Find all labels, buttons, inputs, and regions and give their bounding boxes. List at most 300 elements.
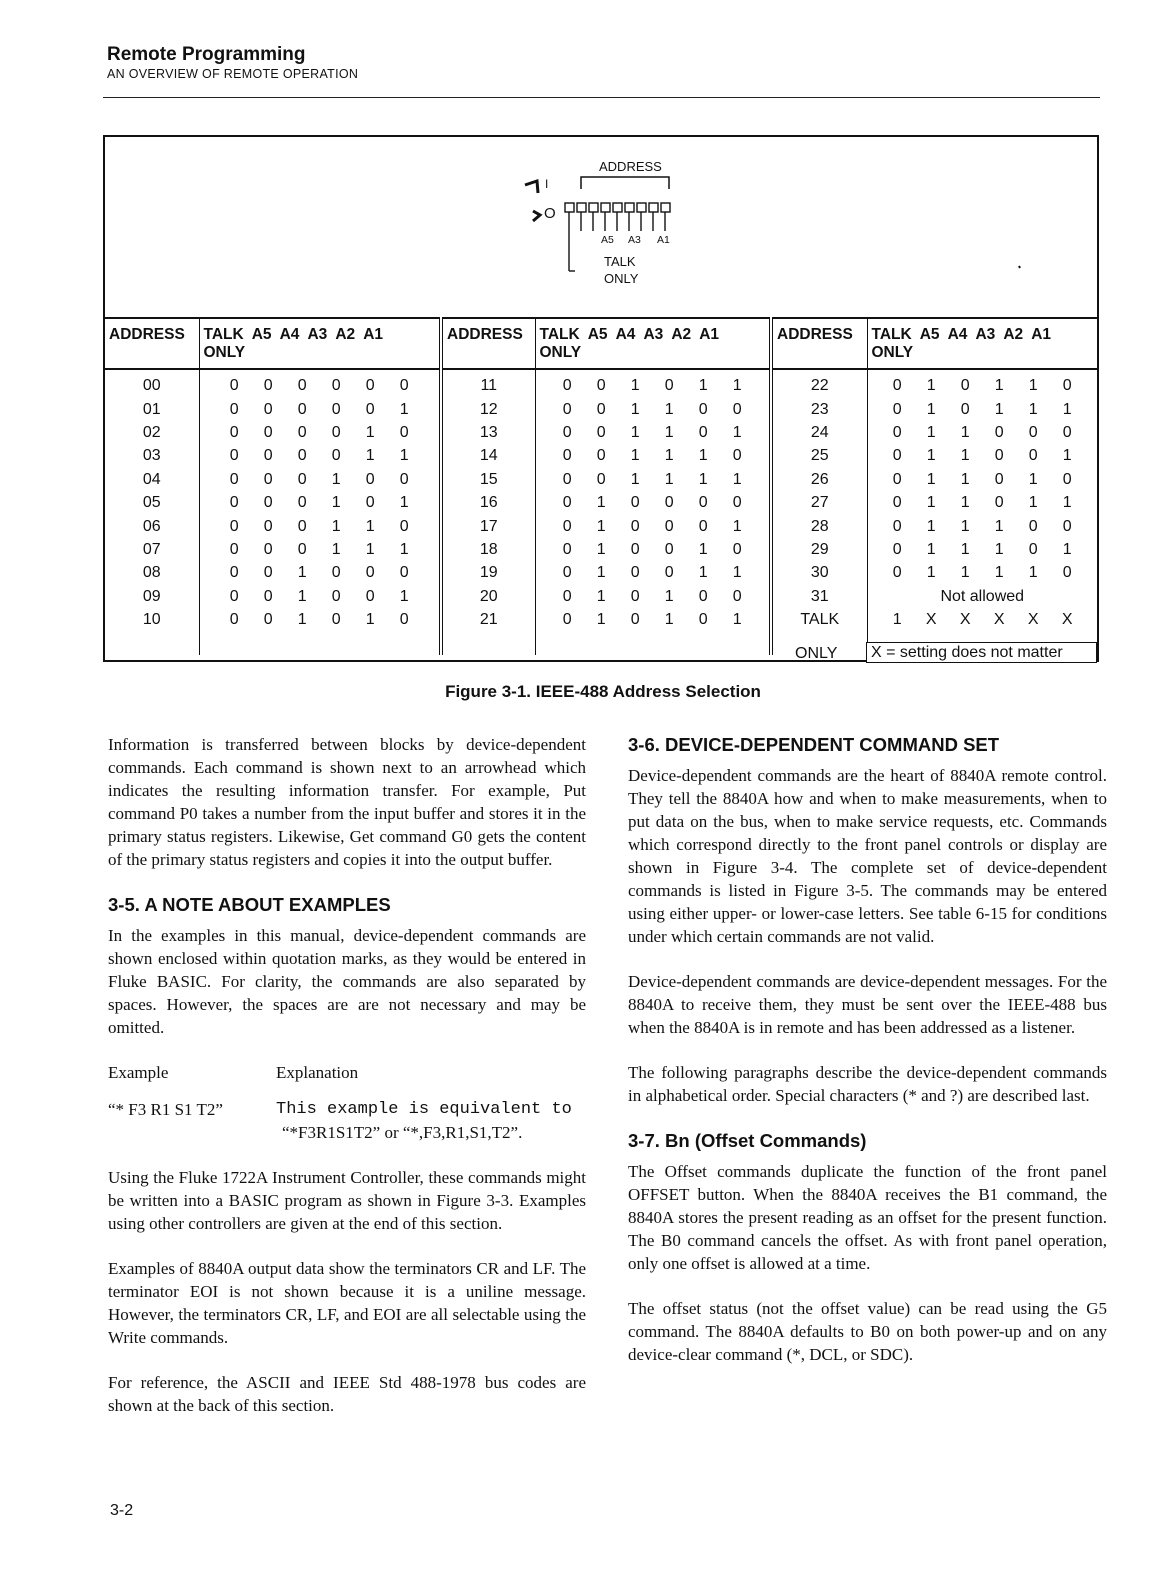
bit-value: 0 [630, 587, 640, 605]
bit-value: 0 [297, 470, 307, 488]
bit-value: 1 [960, 517, 970, 535]
right-edge-mark [1019, 266, 1020, 268]
bit-label-a1: A1 [657, 234, 670, 246]
bit-value: 1 [365, 423, 375, 441]
paragraph: Examples of 8840A output data show the terminators CR and LF. The terminator EOI is not shown because it is a uniline message. However, the terminators CR, LF, and EOI are all selectable using the Write commands. [108, 1259, 586, 1347]
bits-cell [199, 514, 441, 537]
bit-value: 0 [399, 517, 409, 535]
bit-value: 1 [399, 494, 409, 512]
header-talk: TALK [203, 326, 244, 343]
bit-value: 0 [994, 494, 1004, 512]
bit-value: 0 [399, 564, 409, 582]
bit-value: 1 [596, 564, 606, 582]
address-cell: 13 [441, 421, 535, 444]
bit-value: 1 [732, 470, 742, 488]
header-talk: TALK [871, 326, 912, 343]
bit-value: 0 [399, 611, 409, 629]
bit-value: 0 [399, 377, 409, 395]
bits-cell [867, 538, 1097, 561]
paragraph: Using the Fluke 1722A Instrument Controller, these commands might be written into a BASIC program as shown in Figure 3-3. Examples using other controllers are given at the end of this section. [108, 1168, 586, 1233]
bit-value: 0 [596, 447, 606, 465]
bit-value: 0 [664, 564, 674, 582]
table-header-row [105, 318, 1097, 369]
address-cell: 31 [771, 585, 867, 608]
bit-value: 0 [596, 470, 606, 488]
bits-cell [535, 561, 771, 584]
bit-value: 1 [399, 587, 409, 605]
bit-value: 0 [297, 540, 307, 558]
address-cell: 18 [441, 538, 535, 561]
bit-value: 0 [892, 423, 902, 441]
bits-cell [199, 538, 441, 561]
paragraph: Device-dependent commands are the heart of 8840A remote control. They tell the 8840A how and when to make measurements, when to put data on the bus, when to make service requests, etc. Commands which correspond directly to the front panel controls or display are shown in Figure 3-4. The complete set of device-dependent commands is listed in Figure 3-5. The commands may be entered using either upper- or lower-case letters. See table 6-15 for conditions under which certain commands are not valid. [628, 766, 1107, 946]
bit-value: 0 [892, 564, 902, 582]
bits-cell [867, 608, 1097, 631]
address-cell: 05 [105, 491, 199, 514]
bit-value: 0 [562, 377, 572, 395]
bit-value: 1 [926, 470, 936, 488]
bit-value: 1 [630, 400, 640, 418]
empty-cell [535, 631, 771, 654]
example-column-head: Example [108, 1063, 169, 1082]
header-only: ONLY [203, 344, 246, 361]
bit-value: 1 [732, 517, 742, 535]
bit-value: 1 [994, 564, 1004, 582]
bits-cell [867, 514, 1097, 537]
address-cell: 09 [105, 585, 199, 608]
bit-value: 1 [664, 423, 674, 441]
bit-value: 0 [596, 377, 606, 395]
example-explanation-line-2: “*F3R1S1T2” or “*,F3,R1,S1,T2”. [282, 1123, 523, 1142]
bit-value: 0 [297, 423, 307, 441]
heading-3-7: 3-7. Bn (Offset Commands) [628, 1130, 867, 1151]
switch-off-label: O [544, 205, 556, 222]
bit-value: 1 [596, 494, 606, 512]
page-number: 3-2 [110, 1502, 134, 1519]
bit-value: 1 [892, 611, 902, 629]
bit-value: 0 [596, 423, 606, 441]
bit-value: 1 [1028, 470, 1038, 488]
bit-value: 0 [698, 423, 708, 441]
bit-value: 0 [263, 447, 273, 465]
bit-value: 1 [630, 447, 640, 465]
address-table-body [105, 369, 1097, 655]
table-row [105, 608, 1097, 631]
bit-value: 0 [562, 564, 572, 582]
bit-value: 1 [960, 447, 970, 465]
bit-value: 0 [331, 447, 341, 465]
bit-value: 1 [1062, 447, 1072, 465]
address-cell: 19 [441, 561, 535, 584]
bit-value: 1 [630, 423, 640, 441]
bit-value: 0 [263, 494, 273, 512]
table-row [105, 514, 1097, 537]
header-a5: A5 [587, 326, 608, 343]
bit-value: 1 [926, 564, 936, 582]
bit-value: 0 [562, 447, 572, 465]
bit-value: 0 [1028, 517, 1038, 535]
bit-value: 1 [331, 540, 341, 558]
header-a1: A1 [1031, 326, 1052, 343]
bit-value: 1 [926, 494, 936, 512]
table-row [105, 538, 1097, 561]
table-row [105, 444, 1097, 467]
bit-value: 1 [926, 540, 936, 558]
bits-cell [199, 468, 441, 491]
address-cell: 11 [441, 369, 535, 397]
address-cell: 20 [441, 585, 535, 608]
section-title: Remote Programming [107, 44, 306, 65]
address-table-wrap [105, 317, 1097, 655]
bits-cell [535, 491, 771, 514]
bit-value: 0 [229, 400, 239, 418]
bit-value: 0 [562, 540, 572, 558]
bit-value: 1 [994, 517, 1004, 535]
bit-value: 0 [562, 611, 572, 629]
bit-value: 0 [892, 400, 902, 418]
bits-cell [867, 468, 1097, 491]
header-a2: A2 [335, 326, 356, 343]
bit-value: 1 [365, 517, 375, 535]
bit-value: 1 [732, 611, 742, 629]
header-a4: A4 [279, 326, 300, 343]
bit-value: 0 [630, 564, 640, 582]
bits-cell [199, 444, 441, 467]
talk-only-second-line: ONLY [795, 645, 838, 662]
address-cell: 12 [441, 397, 535, 420]
bit-value: 1 [926, 517, 936, 535]
bit-value: 1 [399, 447, 409, 465]
bits-cell [199, 608, 441, 631]
empty-cell [441, 631, 535, 654]
figure-3-1 [103, 135, 1099, 662]
header-a1: A1 [363, 326, 384, 343]
address-cell: 29 [771, 538, 867, 561]
bit-value: 0 [229, 587, 239, 605]
bit-value: 1 [1028, 400, 1038, 418]
bit-value: 1 [1062, 400, 1072, 418]
address-cell: 08 [105, 561, 199, 584]
switch-on-label: I [545, 177, 549, 191]
bit-label-a3: A3 [628, 234, 641, 246]
bit-value: 0 [331, 611, 341, 629]
address-cell: 25 [771, 444, 867, 467]
bit-value: 0 [229, 377, 239, 395]
header-address-3: ADDRESS [771, 318, 867, 369]
bit-value: 0 [562, 400, 572, 418]
bit-value: 1 [960, 494, 970, 512]
header-address-2: ADDRESS [441, 318, 535, 369]
bit-value: 0 [664, 377, 674, 395]
bit-value: 0 [365, 377, 375, 395]
bit-value: 0 [229, 540, 239, 558]
empty-cell [105, 631, 199, 654]
bit-value: X [1027, 611, 1039, 629]
address-cell: 17 [441, 514, 535, 537]
address-cell: TALK [771, 608, 867, 631]
bit-value: 0 [698, 517, 708, 535]
bit-value: 0 [562, 494, 572, 512]
paragraph: In the examples in this manual, device-dependent commands are shown enclosed within quotation marks, as they would be entered in Fluke BASIC. For clarity, the commands are also separated by spaces. However, the spaces are are not necessary and may be omitted. [108, 926, 586, 1037]
right-column [628, 733, 1107, 1388]
bits-cell [199, 421, 441, 444]
talk-only-label-1: TALK [604, 254, 636, 269]
example-code: “* F3 R1 S1 T2” [108, 1100, 223, 1119]
header-a2: A2 [671, 326, 692, 343]
header-rule [103, 97, 1100, 98]
bit-value: 1 [664, 587, 674, 605]
bit-value: 0 [297, 517, 307, 535]
address-cell: 21 [441, 608, 535, 631]
bit-value: 1 [994, 377, 1004, 395]
bit-value: 0 [263, 587, 273, 605]
paragraph: The Offset commands duplicate the function of the front panel OFFSET button. When the 8840A receives the B1 command, the 8840A stores the present reading as an offset for the present function. The B0 command cancels the offset. As with front panel operation, only one offset is allowed at a time. [628, 1162, 1107, 1273]
bits-cell [535, 397, 771, 420]
header-a3: A3 [307, 326, 328, 343]
bit-value: 1 [698, 377, 708, 395]
bit-value: X [925, 611, 937, 629]
address-cell: 04 [105, 468, 199, 491]
address-cell: 07 [105, 538, 199, 561]
table-row [105, 421, 1097, 444]
bit-value: 0 [263, 400, 273, 418]
bits-cell [535, 421, 771, 444]
bit-value: 1 [664, 400, 674, 418]
paragraph: Device-dependent commands are device-dependent messages. For the 8840A to receive them, they must be sent over the IEEE-488 bus when the 8840A is in remote and has been addressed as a listener. [628, 972, 1107, 1037]
bits-cell [867, 369, 1097, 397]
bits-cell [867, 397, 1097, 420]
header-talk-bits-2 [535, 318, 771, 369]
bit-value: 0 [562, 423, 572, 441]
bit-value: 0 [229, 470, 239, 488]
bit-value: 0 [263, 540, 273, 558]
address-cell: 06 [105, 514, 199, 537]
bit-value: 0 [331, 400, 341, 418]
paragraph: The following paragraphs describe the device-dependent commands in alphabetical order. Special characters (* and ?) are described last. [628, 1063, 1107, 1105]
header-a4: A4 [947, 326, 968, 343]
bit-value: 0 [1062, 470, 1072, 488]
bit-value: 1 [331, 470, 341, 488]
bits-cell [867, 421, 1097, 444]
bits-cell [199, 561, 441, 584]
bit-value: 0 [630, 611, 640, 629]
bit-value: 1 [297, 611, 307, 629]
bit-value: 0 [892, 447, 902, 465]
bit-value: 0 [1062, 517, 1072, 535]
bits-cell [535, 585, 771, 608]
bit-value: 0 [263, 517, 273, 535]
heading-3-5: 3-5. A NOTE ABOUT EXAMPLES [108, 894, 391, 915]
bits-cell [535, 444, 771, 467]
bit-value: 1 [1028, 494, 1038, 512]
bit-value: 0 [960, 400, 970, 418]
bit-value: 0 [331, 564, 341, 582]
bit-value: 0 [732, 400, 742, 418]
bit-value: 0 [994, 470, 1004, 488]
bit-value: 0 [732, 494, 742, 512]
address-cell: 26 [771, 468, 867, 491]
address-label: ADDRESS [599, 159, 662, 174]
bit-value: 0 [562, 587, 572, 605]
bit-value: 0 [365, 470, 375, 488]
bits-cell [867, 561, 1097, 584]
address-cell: 15 [441, 468, 535, 491]
address-cell: 10 [105, 608, 199, 631]
table-row [105, 397, 1097, 420]
bit-value: 0 [892, 470, 902, 488]
bit-value: 0 [892, 517, 902, 535]
bit-value: 1 [1028, 377, 1038, 395]
bit-value: 0 [664, 540, 674, 558]
bit-value: 1 [365, 447, 375, 465]
figure-caption: Figure 3-1. IEEE-488 Address Selection [445, 682, 761, 701]
bit-value: 0 [263, 423, 273, 441]
bit-value: 0 [664, 517, 674, 535]
header-a1: A1 [699, 326, 720, 343]
bit-value: 0 [698, 494, 708, 512]
address-cell: 00 [105, 369, 199, 397]
bits-cell [199, 397, 441, 420]
dip-switch-diagram [105, 137, 1097, 317]
explanation-column-head: Explanation [276, 1063, 359, 1082]
bit-value: 0 [732, 447, 742, 465]
bit-value: 1 [331, 494, 341, 512]
switch-off-arrow [533, 211, 540, 221]
bits-cell [867, 444, 1097, 467]
header-talk: TALK [539, 326, 580, 343]
bit-value: 0 [562, 517, 572, 535]
note-cell: Not allowed [940, 587, 1025, 605]
bit-value: 1 [365, 540, 375, 558]
bit-value: 0 [365, 494, 375, 512]
address-cell: 22 [771, 369, 867, 397]
bit-value: 0 [1062, 564, 1072, 582]
bit-value: 0 [994, 447, 1004, 465]
bit-value: 1 [1062, 540, 1072, 558]
bit-value: 0 [1028, 540, 1038, 558]
table-row [105, 491, 1097, 514]
bit-value: 0 [892, 540, 902, 558]
bit-value: 1 [698, 564, 708, 582]
bit-value: 0 [297, 377, 307, 395]
bits-cell [199, 369, 441, 397]
left-column [108, 733, 586, 1439]
bit-value: 1 [596, 611, 606, 629]
bit-value: 1 [698, 540, 708, 558]
bit-value: 1 [399, 400, 409, 418]
bit-value: 1 [596, 587, 606, 605]
bit-value: 1 [960, 423, 970, 441]
bits-cell [535, 468, 771, 491]
bit-value: 0 [331, 377, 341, 395]
bit-value: 1 [664, 611, 674, 629]
header-a4: A4 [615, 326, 636, 343]
bit-value: 1 [630, 470, 640, 488]
bit-value: 0 [229, 611, 239, 629]
switch-row [565, 203, 670, 212]
address-cell: 28 [771, 514, 867, 537]
bit-value: 0 [698, 400, 708, 418]
address-table [105, 317, 1097, 655]
bit-value: 0 [630, 517, 640, 535]
bit-value: 0 [664, 494, 674, 512]
bit-value: 0 [892, 377, 902, 395]
bit-value: 0 [297, 447, 307, 465]
bit-value: 1 [926, 447, 936, 465]
bit-value: 1 [1062, 494, 1072, 512]
bit-value: 0 [994, 423, 1004, 441]
bit-value: 0 [229, 494, 239, 512]
bit-value: 1 [297, 587, 307, 605]
bit-value: 0 [297, 400, 307, 418]
bit-value: 1 [926, 377, 936, 395]
bit-value: 0 [229, 447, 239, 465]
bit-value: 0 [596, 400, 606, 418]
address-cell: 24 [771, 421, 867, 444]
address-cell: 23 [771, 397, 867, 420]
header-only: ONLY [539, 344, 582, 361]
bits-cell [199, 491, 441, 514]
bit-value: 1 [926, 400, 936, 418]
bit-value: 1 [331, 517, 341, 535]
header-a2: A2 [1003, 326, 1024, 343]
switch-on-arrow [525, 181, 538, 193]
bit-value: 0 [630, 540, 640, 558]
header-a5: A5 [251, 326, 272, 343]
bit-value: 0 [1062, 423, 1072, 441]
address-cell: 03 [105, 444, 199, 467]
header-a5: A5 [919, 326, 940, 343]
bit-value: 1 [596, 540, 606, 558]
bit-value: 1 [994, 400, 1004, 418]
bit-value: 1 [732, 377, 742, 395]
address-cell: 14 [441, 444, 535, 467]
address-cell: 27 [771, 491, 867, 514]
bits-cell [867, 491, 1097, 514]
example-explanation [276, 1098, 586, 1144]
bit-value: 1 [297, 564, 307, 582]
bit-value: X [993, 611, 1005, 629]
bit-value: 0 [892, 494, 902, 512]
bit-value: 1 [698, 447, 708, 465]
bit-label-a5: A5 [601, 234, 614, 246]
bit-value: 0 [630, 494, 640, 512]
bit-value: 0 [229, 423, 239, 441]
bit-value: X [959, 611, 971, 629]
bit-value: 0 [365, 564, 375, 582]
bit-value: 0 [365, 587, 375, 605]
bit-value: 0 [1062, 377, 1072, 395]
bit-value: 0 [698, 611, 708, 629]
bit-value: 1 [994, 540, 1004, 558]
heading-3-6: 3-6. DEVICE-DEPENDENT COMMAND SET [628, 734, 1000, 755]
paragraph: The offset status (not the offset value) can be read using the G5 command. The 8840A defaults to B0 on both power-up and on any device-clear command (*, DCL, or SDC). [628, 1299, 1107, 1364]
bit-value: 1 [664, 447, 674, 465]
bit-value: 1 [630, 377, 640, 395]
bits-cell [199, 585, 441, 608]
bit-value: 1 [698, 470, 708, 488]
table-row [105, 585, 1097, 608]
paragraph: For reference, the ASCII and IEEE Std 488-1978 bus codes are shown at the back of this section. [108, 1373, 586, 1415]
table-row [105, 561, 1097, 584]
bit-value: X [1061, 611, 1073, 629]
header-address-1: ADDRESS [105, 318, 199, 369]
address-cell: 01 [105, 397, 199, 420]
bit-value: 0 [1028, 423, 1038, 441]
bit-value: 0 [263, 611, 273, 629]
paragraph: Information is transferred between blocks by device-dependent commands. Each command is shown next to an arrowhead which indicates the resulting information transfer. For example, Put command P0 takes a number from the input buffer and stores it in the primary status registers. Likewise, Get command G0 gets the content of the primary status registers and copies it into the output buffer. [108, 735, 586, 869]
bit-value: 0 [562, 470, 572, 488]
